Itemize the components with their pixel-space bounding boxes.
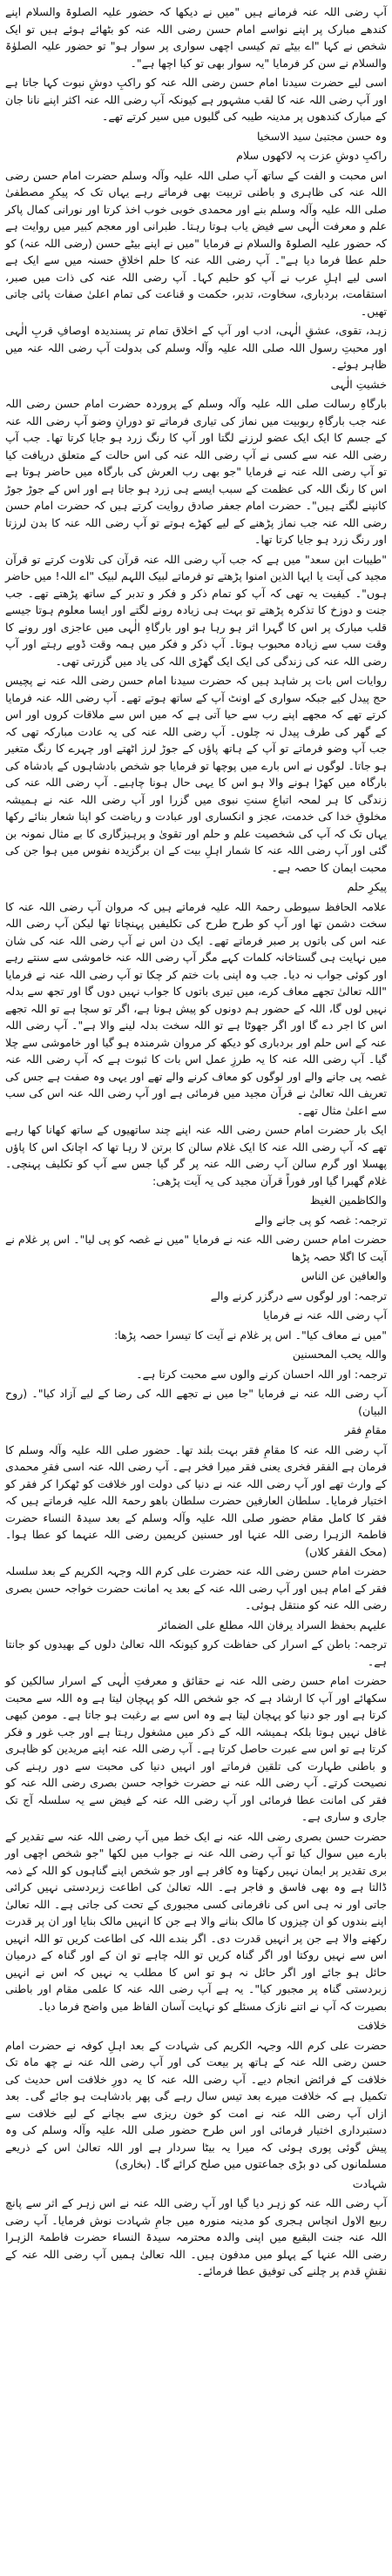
article-paragraph: والعافین عن الناس: [301, 1269, 387, 1282]
article-paragraph: واللہ یحب المحسنین: [292, 1348, 387, 1361]
article-paragraph: حضرت امام حسن رضی اللہ عنہ نے حقائق و معرفتِ الٰہی کے اسرار سالکین کو سکھائے اور آپ کا ارشاد ہے کہ جو شخص اللہ کو پہچان لیتا ہے وہ اللہ سے محبت کرتا ہے اور جو دنیا کو پہچان لیتا ہے وہ اس سے بے رغبت ہو جاتا ہے۔ مومن کبھی غافل نہیں ہوتا بلکہ ہمیشہ اللہ کے ذکر میں مشغول رہتا ہے اور جب غور و فکر کرتا ہے تو اس سے عبرت حاصل کرتا ہے۔ آپ رضی اللہ عنہ اپنے مریدین کو ظاہری و باطنی طہارت کی تلقین فرماتے اور انہیں دنیا کی محبت سے دور رہنے کی نصیحت کرتے۔ آپ رضی اللہ عنہ نے حضرت خواجہ حسن بصری رضی اللہ عنہ کو فقر کی امانت عطا فرمائی اور آپ رضی اللہ عنہ کے فیض سے یہ سلسلہ آج تک جاری و ساری ہے۔: [5, 1674, 387, 1823]
article-paragraph: آپ رضی اللہ عنہ فرمانے ہیں "میں نے دیکھا کہ حضور علیہ الصلوۃ والسلام اپنے کندھے مبارک پر اپنے نواسے امام حسن رضی اللہ عنہ کو بٹھائے ہوئے ہیں تو ایک شخص نے کہا "اے بیٹے تم کیسی اچھی سواری پر سوار ہو" تو حضور علیہ الصلوٰۃ والسلام نے سن کر فرمایا "یہ سوار بھی تو کیا اچھا ہے"۔: [5, 5, 387, 70]
article-paragraph: ایک بار حضرت امام حسن رضی اللہ عنہ اپنے چند ساتھیوں کے ساتھ کھانا کھا رہے تھے کہ آپ رضی اللہ عنہ کا ایک غلام سالن کا برتن لا رہا تھا کہ اچانک اس کا پاؤں پھسلا اور گرم سالن آپ رضی اللہ عنہ پر گر گیا جس سے آپ کو تکلیف پہنچی۔ غلام گھبرا گیا اور فوراً قرآن مجید کی یہ آیت پڑھی:: [5, 1123, 387, 1187]
article-paragraph: علیہم بحفظ السراد یرفان اللہ مطلع علی الضمائر: [158, 1618, 387, 1631]
article-paragraph: اس محبت و الفت کے ساتھ آپ صلی اللہ علیہ وآلہ وسلم حضرت امام حسن رضی اللہ عنہ کی ظاہری و باطنی تربیت بھی فرماتے رہے یہاں تک کہ پیکرِ مصطفیٰ صلی اللہ علیہ وآلہ وسلم بنے اور محمدی خوبی خوب اخذ کرتا اور نورانی کمال پاکر علم و معرفت الٰہی سے فیض یاب ہوتا رہتا۔ طبرانی اور معجم کبیر میں روایت ہے کہ حضور علیہ الصلوۃ والسلام نے فرمایا "میں نے اپنے بیٹے حسن (رضی اللہ عنہ) کو حلم عطا فرما دیا ہے"۔ آپ رضی اللہ عنہ کا حلم اخلاقِ حسنہ میں سے ایک ہے اسی لیے اہلِ عرب نے آپ کو حلیم کہا۔ آپ رضی اللہ عنہ کی ذات میں صبر، استقامت، بردباری، سخاوت، تدبر، حکمت و قناعت کی تمام اعلیٰ صفات پائی جاتی تھیں۔: [5, 168, 387, 318]
article-paragraph: آپ رضی اللہ عنہ کو زہر دیا گیا اور آپ رضی اللہ عنہ نے اس زہر کے اثر سے پانچ ربیع الاول انچاس ہجری کو مدینہ منورہ میں جامِ شہادت نوش فرمایا۔ آپ رضی اللہ عنہ جنت البقیع میں اپنی والدہ محترمہ سیدۃ النساء حضرت فاطمۃ الزہرا رضی اللہ عنہا کے پہلو میں مدفون ہیں۔ اللہ تعالیٰ ہمیں آپ رضی اللہ عنہ کے نقشِ قدم پر چلنے کی توفیق عطا فرمائے۔: [5, 2196, 387, 2277]
article-paragraph: "طیبات ابن سعد" میں ہے کہ جب آپ رضی اللہ عنہ قرآن کی تلاوت کرتے تو قرآن مجید کی آیت یا ایہا الذین امنوا پڑھتے تو فرماتے لبیک اللہم لبیک "اے اللہ! میں حاضر ہوں"۔ کیفیت یہ تھی کہ آپ کو تمام ذکر و فکر و تدبر کے ساتھ پڑھتے تھے۔ جب جنت و دوزخ کا تذکرہ پڑھتے تو بہت ہی زیادہ رونے لگتے اور ایسا معلوم ہوتا جیسے قلب مبارک پر اس کا گہرا اثر ہو رہا ہو اور بارگاہِ الٰہی میں عاجزی اور رونے کا وقت سب سے زیادہ محبوب ہوتا۔ آپ ذکر و فکر میں ہمہ وقت ڈوبے رہتے اور آپ رضی اللہ عنہ کی زندگی کی ایک ایک گھڑی اللہ کی یاد میں گزرتی تھی۔: [5, 552, 387, 668]
article-paragraph: ترجمہ: اور لوگوں سے درگزر کرنے والے: [210, 1288, 387, 1302]
article-paragraph: آپ رضی اللہ عنہ کا مقامِ فقر بہت بلند تھا۔ حضور صلی اللہ علیہ وآلہ وسلم کا فرمان ہے الفقر فخری یعنی فقر میرا فخر ہے۔ آپ رضی اللہ عنہ اسی فقرِ محمدی کے وارث تھے اور آپ رضی اللہ عنہ نے دنیا کی دولت اور خلافت کو ٹھکرا کر فقر کو اختیار فرمایا۔ سلطان العارفین حضرت سلطان باھو رحمۃ اللہ علیہ فرماتے ہیں کہ فقر کا کامل مقام حضور صلی اللہ علیہ وآلہ وسلم کے بعد سیدۃ النساء حضرت فاطمۃ الزہرا رضی اللہ عنہا اور حسنین کریمین رضی اللہ عنہما کو عطا ہوا۔ (محک الفقر کلاں): [5, 1443, 387, 1558]
article-paragraph: خلافت: [357, 2019, 387, 2032]
article-paragraph: ترجمہ: اور اللہ احسان کرنے والوں سے محبت کرتا ہے۔: [136, 1367, 387, 1381]
article-paragraph: ترجمہ: غصہ کو پی جانے والے: [254, 1213, 387, 1227]
article-paragraph: خشیتِ الٰہی: [330, 377, 387, 391]
article-paragraph: اسی لیے حضرت سیدنا امام حسن رضی اللہ عنہ کو راکبِ دوشِ نبوت کہا جاتا ہے اور آپ رضی اللہ عنہ کا لقب مشہور ہے کیونکہ آپ رضی اللہ عنہ اکثر اپنے نانا جان کے مبارک کندھوں پر مدینہ طیبہ کی گلیوں میں سیر کرتے تھے۔: [5, 76, 387, 123]
article-paragraph: آپ رضی اللہ عنہ نے فرمایا: [263, 1308, 387, 1322]
article-paragraph: حضرت امام حسن رضی اللہ عنہ حضرت علی کرم اللہ وجہہ الکریم کے بعد سلسلہ فقر کے امام ہیں اور آپ رضی اللہ عنہ کے بعد یہ امانت حضرت خواجہ حسن بصری رضی اللہ عنہ کو منتقل ہوئی۔: [5, 1564, 387, 1611]
article-paragraph: مقامِ فقر: [344, 1423, 387, 1436]
article-paragraph: آپ رضی اللہ عنہ نے فرمایا "جا میں نے تجھے اللہ کی رضا کے لیے آزاد کیا"۔ (روح البیان): [5, 1387, 387, 1417]
article-paragraph: بارگاہِ رسالت صلی اللہ علیہ وآلہ وسلم کے پروردہ حضرت امام حسن رضی اللہ عنہ جب بارگاہِ ربوبیت میں نماز کی تیاری فرماتے تو دورانِ وضو آپ رضی اللہ عنہ کے جسم کا ایک ایک عضو لرزنے لگتا اور آپ کا رنگ زرد ہو جایا کرتا تھا۔ جب آپ رضی اللہ عنہ سے کسی نے آپ رضی اللہ عنہ کی اس حالت کے متعلق دریافت کیا تو آپ رضی اللہ عنہ نے فرمایا "جو بھی رب العرش کی بارگاہ میں حاضر ہوتا ہے اس کا رنگ اللہ کی عظمت کے سبب ایسے ہی زرد ہو جاتا ہے اور اس کے جوڑ جوڑ کانپنے لگتے ہیں"۔ حضرت امام جعفر صادق روایت کرتے ہیں کہ حضرت امام حسن رضی اللہ عنہ جب نماز پڑھنے کے لیے کھڑے ہوتے تو آپ رضی اللہ عنہ کا بدن لرزتا اور رنگ زرد ہو جایا کرتا تھا۔: [5, 397, 387, 546]
article-paragraph: حضرت علی کرم اللہ وجہہ الکریم کی شہادت کے بعد اہلِ کوفہ نے حضرت امام حسن رضی اللہ عنہ کے ہاتھ پر بیعت کی اور آپ رضی اللہ عنہ نے چھ ماہ تک خلافت کے فرائض انجام دیے۔ آپ رضی اللہ عنہ کا یہ دورِ خلافت اس حدیث کی تکمیل ہے کہ خلافت میرے بعد تیس سال رہے گی پھر بادشاہت ہو جائے گی۔ بعد ازاں آپ رضی اللہ عنہ نے امت کو خون ریزی سے بچانے کے لیے خلافت سے دستبرداری اختیار فرمائی اور اس طرح حضور صلی اللہ علیہ وآلہ وسلم کی وہ پیش گوئی پوری ہوئی کہ میرا یہ بیٹا سردار ہے اور اللہ تعالیٰ اس کے ذریعے مسلمانوں کی دو بڑی جماعتوں میں صلح کرائے گا۔ (بخاری): [5, 2038, 387, 2170]
article-paragraph: پیکرِ حلم: [347, 880, 387, 893]
article-paragraph: زہد، تقوی، عشقِ الٰہی، ادب اور آپ کے اخلاق تمام تر پسندیدہ اوصافِ قربِ الٰہی اور محبتِ رسول اللہ صلی اللہ علیہ وآلہ وسلم کی بدولت آپ رضی اللہ عنہ میں ظاہر ہوئے۔: [5, 324, 387, 371]
article-paragraph: شہادت: [352, 2176, 387, 2190]
article-paragraph: وہ حسن مجتبیٰ سید الاسخیا: [256, 129, 387, 143]
article-paragraph: "میں نے معاف کیا"۔ اس پر غلام نے آیت کا تیسرا حصہ پڑھا:: [114, 1328, 387, 1342]
article-paragraph: والکاظمین الغیظ: [309, 1194, 387, 1207]
article-paragraph: روایات اس بات پر شاہد ہیں کہ حضرت سیدنا امام حسن رضی اللہ عنہ نے پچیس حج پیدل کیے جبکہ سواری کے اونٹ آپ کے ساتھ ہوتے تھے۔ آپ رضی اللہ عنہ فرمایا کرتے تھے کہ مجھے اپنے رب سے حیا آتی ہے کہ میں اس سے ملاقات کروں اور اس کے گھر کی طرف پیدل نہ چلوں۔ آپ رضی اللہ عنہ کی یہ عادت مبارکہ تھی کہ جب آپ وضو فرماتے تو آپ کے ہاتھ پاؤں کے جوڑ لرز اٹھتے اور چہرے کا رنگ متغیر ہو جاتا۔ لوگوں نے اس بارے میں پوچھا تو فرمایا جو شخص بادشاہوں کے بادشاہ کی بارگاہ میں کھڑا ہونے والا ہو اس کا یہی حال ہونا چاہیے۔ آپ رضی اللہ عنہ کی زندگی کا ہر لمحہ اتباعِ سنتِ نبوی میں گزرا اور آپ رضی اللہ عنہ نے ہمیشہ مخلوقِ خدا کی خدمت، عجز و انکساری اور عبادت و ریاضت کو اپنا شعار بنائے رکھا یہاں تک کہ آپ کی شخصیت علم و حلم اور تقویٰ و پرہیزگاری کا بے مثال نمونہ بن گئی اور آپ رضی اللہ عنہ کا شمار اہلِ بیت کے ان برگزیدہ نفوس میں ہوا جن کی محبت ایمان کا حصہ ہے۔: [5, 674, 387, 874]
article-paragraph: حضرت حسن بصری رضی اللہ عنہ نے ایک خط میں آپ رضی اللہ عنہ سے تقدیر کے بارے میں سوال کیا تو آپ رضی اللہ عنہ نے جواب میں لکھا "جو شخص اچھی اور بری تقدیر پر ایمان نہیں رکھتا وہ کافر ہے اور جو شخص اپنے گناہوں کو اللہ کے ذمہ ڈالتا ہے وہ بھی فاسق و فاجر ہے۔ اللہ تعالیٰ کی اطاعت زبردستی نہیں کرائی جاتی اور نہ ہی اس کی نافرمانی کسی مجبوری کے تحت کی جاتی ہے۔ اللہ تعالیٰ اپنے بندوں کو ان چیزوں کا مالک بنانے والا ہے جن کا انہیں مالک بنایا اور ان پر قدرت رکھنے والا ہے جن پر انہیں قدرت دی۔ اگر بندے اللہ کی اطاعت کریں تو اللہ انہیں اس سے نہیں روکتا اور اگر گناہ کریں تو اللہ چاہے تو ان کے اور گناہ کے درمیان حائل ہو جائے اور اگر حائل نہ ہو تو اس کا مطلب یہ نہیں کہ اس نے انہیں زبردستی گناہ پر مجبور کیا"۔ یہ ہے آپ رضی اللہ عنہ کا علمی مقام اور باطنی بصیرت کہ آپ نے اتنے نازک مسئلے کو نہایت آسان الفاظ میں واضح فرما دیا۔: [5, 1829, 387, 2013]
article-paragraph: راکبِ دوشِ عزت پہ لاکھوں سلام: [236, 149, 387, 162]
article-paragraph: حضرت امام حسن رضی اللہ عنہ نے فرمایا "میں نے غصہ کو پی لیا"۔ اس پر غلام نے آیت کا اگلا حصہ پڑھا: [5, 1233, 387, 1263]
article-paragraph: ترجمہ: باطن کے اسرار کی حفاظت کرو کیونکہ اللہ تعالیٰ دلوں کے بھیدوں کو جانتا ہے۔: [5, 1638, 387, 1668]
article-paragraph: علامہ الحافظ سیوطی رحمۃ اللہ علیہ فرماتے ہیں کہ مروان آپ رضی اللہ عنہ کا سخت دشمن تھا اور آپ کو طرح طرح کی تکلیفیں پہنچاتا تھا لیکن آپ رضی اللہ عنہ اس کی باتوں پر صبر فرماتے تھے۔ ایک دن اس نے آپ رضی اللہ عنہ کی شان میں نہایت ہی گستاخانہ کلمات کہے مگر آپ رضی اللہ عنہ خاموشی سے سنتے رہے اور کوئی جواب نہ دیا۔ جب وہ اپنی بات ختم کر چکا تو آپ رضی اللہ عنہ نے فرمایا "اللہ تعالیٰ تجھے معاف کرے، میں تیری باتوں کا جواب نہیں دوں گا اور تجھ سے بدلہ نہیں لوں گا، اللہ کے حضور ہم دونوں کو پیش ہونا ہے، اگر تو سچا ہے تو اللہ تجھے اس کا اجر دے گا اور اگر جھوٹا ہے تو اللہ سخت بدلہ لینے والا ہے"۔ آپ رضی اللہ عنہ کے اس حلم اور بردباری کو دیکھ کر مروان شرمندہ ہو گیا اور خاموشی سے چلا گیا۔ آپ رضی اللہ عنہ کا یہ طرزِ عمل اس بات کا ثبوت ہے کہ آپ رضی اللہ عنہ غصہ پی جانے والے اور لوگوں کو معاف کرنے والے تھے اور یہی وہ صفت ہے جس کی تعریف اللہ تعالیٰ نے قرآن مجید میں فرمائی ہے اور آپ رضی اللہ عنہ اس کی سب سے اعلیٰ مثال تھے۔: [5, 899, 387, 1117]
